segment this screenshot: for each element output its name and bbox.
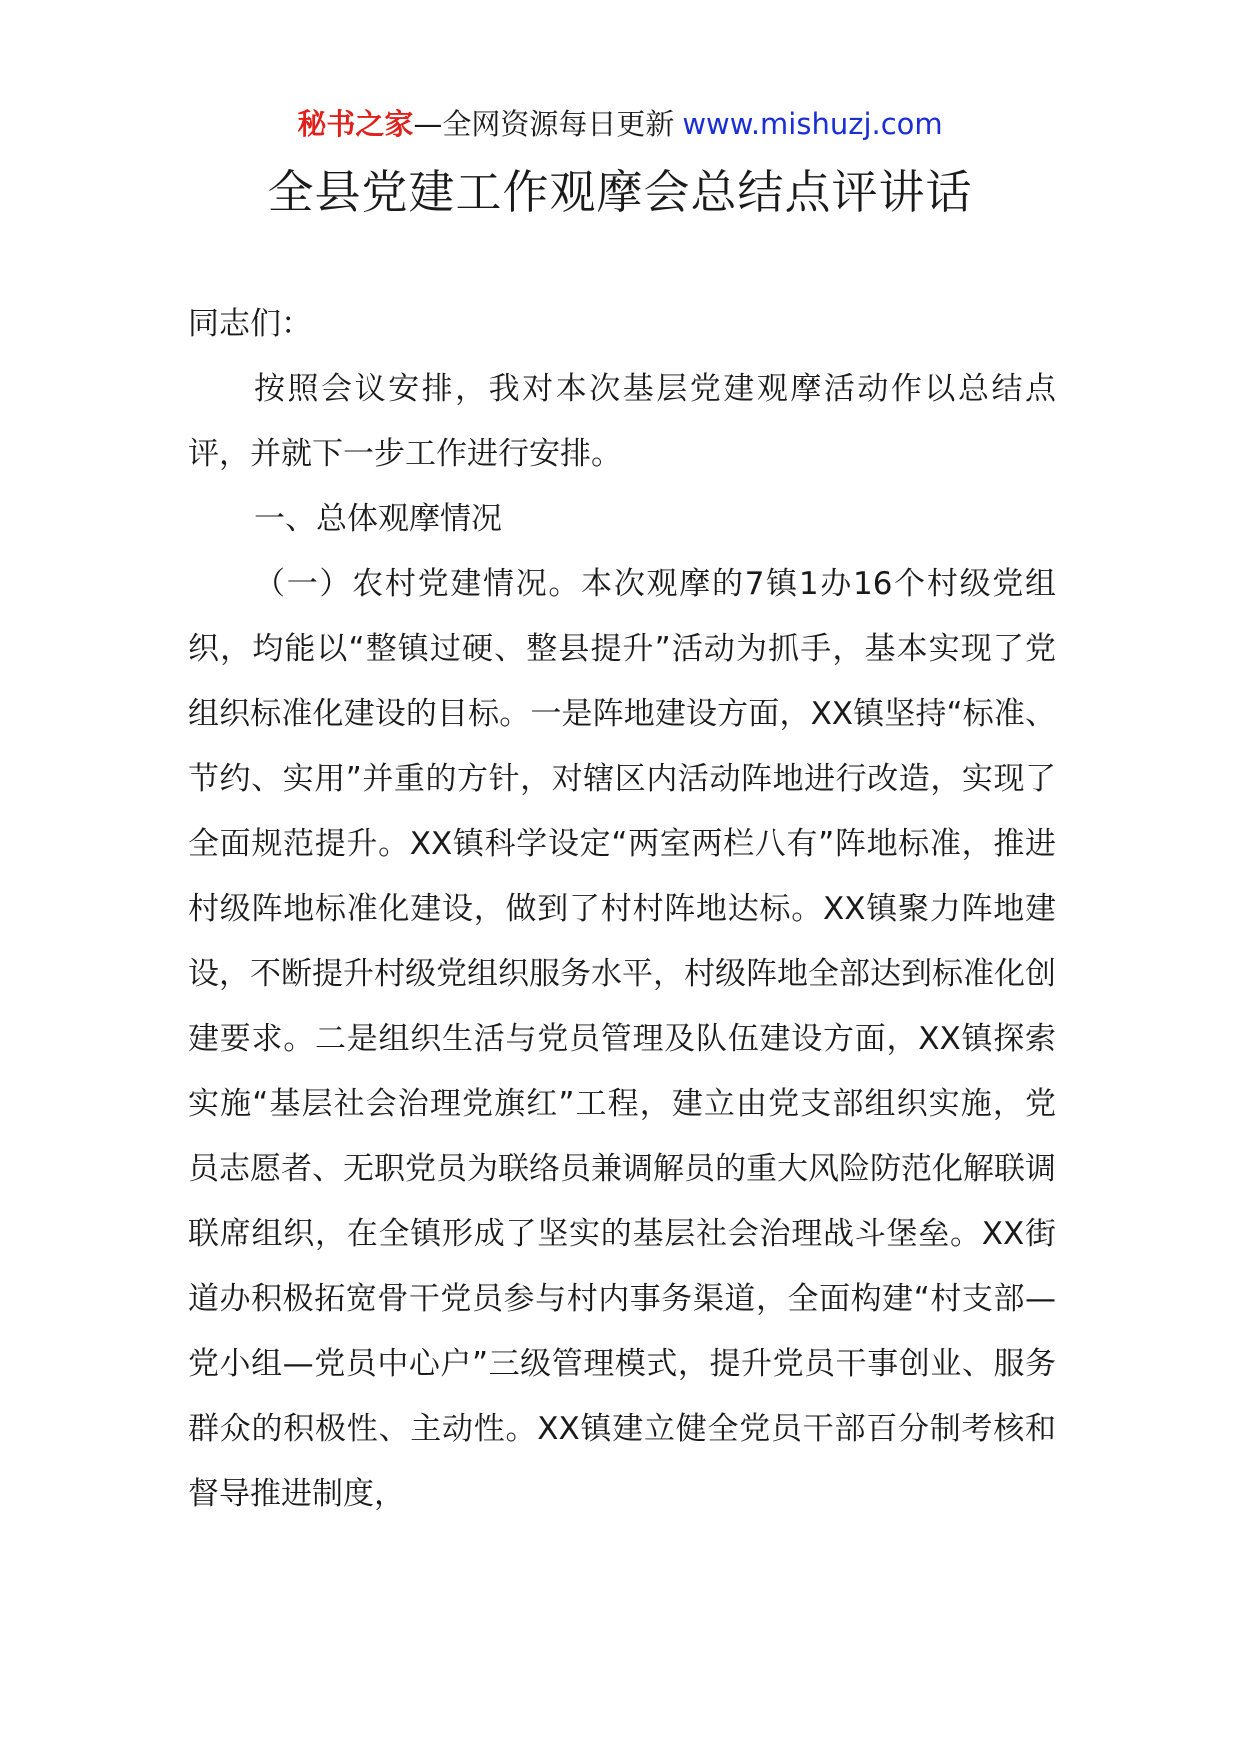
section-heading: 一、总体观摩情况: [254, 501, 502, 537]
banner-brand: 秘书之家: [297, 107, 414, 141]
body-paragraph: （一）农村党建情况。本次观摩的7镇1办16个村级党组织，均能以“整镇过硬、整县提升”活动为抓手，基本实现了党组织标准化建设的目标。一是阵地建设方面，XX镇坚持“标准、节约、实用”并重的方针，对辖区内活动阵地进行改造，实现了全面规范提升。XX镇科学设定“两室两栏八有”阵地标准，推进村级阵地标准化建设，做到了村村阵地达标。XX镇聚力阵地建设，不断提升村级党组织服务水平，村级阵地全部达到标准化创建要求。二是组织生活与党员管理及队伍建设方面，XX镇探索实施“基层社会治理党旗红”工程，建立由党支部组织实施，党员志愿者、无职党员为联络员兼调解员的重大风险防范化解联调联席组织，在全镇形成了坚实的基层社会治理战斗堡垒。XX街道办积极拓宽骨干党员参与村内事务渠道，全面构建“村支部—党小组—党员中心户”三级管理模式，提升党员干事创业、服务群众的积极性、主动性。XX镇建立健全党员干部百分制考核和督导推进制度，: [188, 566, 1056, 1512]
banner-tagline: —全网资源每日更新: [413, 107, 675, 141]
salutation: 同志们：: [188, 306, 312, 342]
banner-url-link[interactable]: www.mishuzj.com: [682, 107, 943, 141]
site-banner: [0, 104, 1240, 144]
document-title: 全县党建工作观摩会总结点评讲话: [267, 165, 973, 219]
document-body: [188, 292, 1056, 1527]
intro-paragraph: 按照会议安排，我对本次基层党建观摩活动作以总结点评，并就下一步工作进行安排。: [188, 371, 1056, 472]
